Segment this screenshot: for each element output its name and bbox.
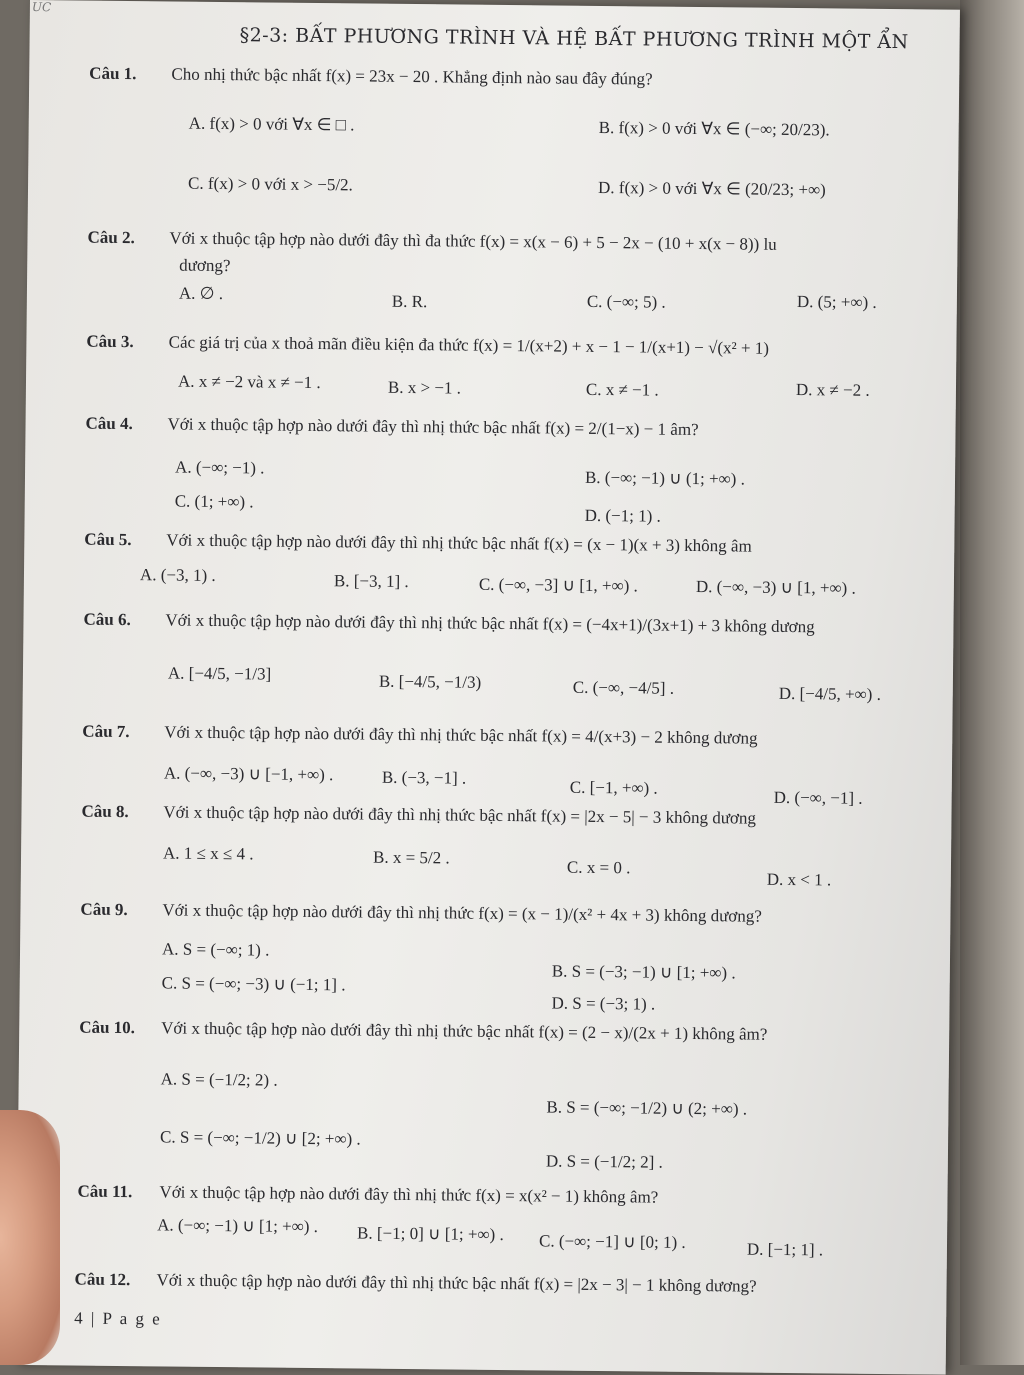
answer-c: C. (−∞, −3] ∪ [1, +∞) . — [478, 574, 638, 596]
question-10 — [79, 1017, 767, 1046]
question-7 — [82, 721, 757, 750]
answer-d: D. x < 1 . — [766, 869, 832, 890]
answer-a: A. f(x) > 0 với ∀x ∈ □ . — [188, 113, 355, 135]
page-footer: 4 | P a g e — [74, 1308, 162, 1329]
question-number: Câu 8. — [81, 801, 129, 822]
question-number: Câu 11. — [77, 1181, 133, 1202]
answer-c: C. (−∞; −1] ∪ [0; 1) . — [538, 1231, 686, 1252]
question-5 — [84, 529, 752, 558]
question-text: Với x thuộc tập hợp nào dưới đây thì nhị thức bậc nhất f(x) = |2x − 5| − 3 không dương — [163, 802, 757, 828]
answer-a: A. (−∞; −1) ∪ [1; +∞) . — [157, 1215, 319, 1237]
answer-b: B. [−4/5, −1/3) — [378, 671, 482, 692]
question-text: Với x thuộc tập hợp nào dưới đây thì nhị thức bậc nhất f(x) = (2 − x)/(2x + 1) không âm? — [161, 1018, 768, 1044]
answer-a: A. (−3, 1) . — [139, 565, 216, 585]
page-title: §2-3: BẤT PHƯƠNG TRÌNH VÀ HỆ BẤT PHƯƠNG TRÌNH MỘT ẨN — [239, 24, 909, 54]
answer-a: A. ∅ . — [178, 283, 224, 304]
answer-b: B. f(x) > 0 với ∀x ∈ (−∞; 20/23). — [598, 117, 830, 140]
question-number: Câu 5. — [84, 529, 132, 550]
question-number: Câu 10. — [79, 1017, 136, 1038]
document-page — [16, 0, 960, 1375]
question-text: Với x thuộc tập hợp nào dưới đây thì nhị thức f(x) = x(x² − 1) không âm? — [159, 1182, 659, 1207]
question-number: Câu 3. — [86, 331, 134, 352]
answer-a: A. [−4/5, −1/3] — [167, 663, 272, 684]
answer-c: C. (1; +∞) . — [174, 491, 254, 512]
corner-tag: UC — [31, 0, 52, 15]
answer-d: D. (−∞, −1] . — [773, 787, 863, 808]
question-text: Với x thuộc tập hợp nào dưới đây thì nhị thức bậc nhất f(x) = (−4x+1)/(3x+1) + 3 không dương — [165, 610, 815, 637]
question-number: Câu 9. — [80, 899, 128, 920]
answer-b: B. [−1; 0] ∪ [1; +∞) . — [357, 1223, 504, 1245]
question-text-continued: dương? — [179, 255, 231, 276]
question-9 — [80, 899, 762, 928]
answer-d: D. (−1; 1) . — [584, 505, 661, 526]
answer-a: A. 1 ≤ x ≤ 4 . — [162, 843, 254, 864]
question-12 — [74, 1269, 756, 1298]
answer-b: B. (−3, −1] . — [381, 767, 467, 788]
answer-c: C. f(x) > 0 với x > −5/2. — [187, 173, 353, 195]
thumb — [0, 1110, 60, 1365]
answer-a: A. S = (−1/2; 2) . — [160, 1069, 278, 1090]
question-text: Các giá trị của x thoả mãn điều kiện đa thức f(x) = 1/(x+2) + x − 1 − 1/(x+1) − √(x² + 1) — [168, 332, 770, 358]
answer-c: C. S = (−∞; −3) ∪ (−1; 1] . — [161, 973, 346, 995]
answer-b: B. (−∞; −1) ∪ (1; +∞) . — [584, 467, 745, 489]
answer-d: D. [−1; 1] . — [746, 1239, 824, 1260]
answer-c: C. (−∞; 5) . — [586, 291, 666, 312]
answer-d: D. S = (−1/2; 2] . — [545, 1151, 663, 1172]
answer-d: D. x ≠ −2 . — [795, 380, 870, 400]
answer-a: A. (−∞; −1) . — [175, 457, 265, 478]
answer-d: D. S = (−3; 1) . — [551, 993, 656, 1014]
question-3 — [86, 331, 769, 360]
answer-a: A. x ≠ −2 và x ≠ −1 . — [177, 371, 321, 393]
answer-d: D. (5; +∞) . — [796, 292, 877, 312]
question-text: Với x thuộc tập hợp nào dưới đây thì đa thức f(x) = x(x − 6) + 5 − 2x − (10 + x(x − 8)) lu — [169, 228, 777, 254]
answer-b: B. x > −1 . — [387, 377, 462, 398]
answer-b: B. R. — [391, 291, 428, 312]
question-number: Câu 6. — [83, 609, 131, 630]
question-2 — [87, 227, 967, 258]
answer-b: B. S = (−3; −1) ∪ [1; +∞) . — [551, 961, 736, 983]
answer-d: D. f(x) > 0 với ∀x ∈ (20/23; +∞) — [597, 177, 826, 200]
answer-d: D. [−4/5, +∞) . — [778, 683, 881, 704]
answer-c: C. (−∞, −4/5] . — [572, 677, 675, 698]
question-text: Với x thuộc tập hợp nào dưới đây thì nhị thức f(x) = (x − 1)/(x² + 4x + 3) không dương? — [162, 900, 762, 926]
question-1 — [89, 63, 653, 91]
question-text: Với x thuộc tập hợp nào dưới đây thì nhị thức bậc nhất f(x) = |2x − 3| − 1 không dương? — [156, 1270, 757, 1296]
question-text: Cho nhị thức bậc nhất f(x) = 23x − 20 . Khẳng định nào sau đây đúng? — [171, 64, 653, 89]
answer-b: B. [−3, 1] . — [333, 571, 409, 591]
question-11 — [77, 1181, 658, 1209]
answer-d: D. (−∞, −3) ∪ [1, +∞) . — [695, 577, 856, 598]
question-number: Câu 7. — [82, 721, 130, 742]
answer-a: A. (−∞, −3) ∪ [−1, +∞) . — [163, 763, 334, 785]
question-text: Với x thuộc tập hợp nào dưới đây thì nhị thức bậc nhất f(x) = 2/(1−x) − 1 âm? — [167, 414, 699, 440]
question-number: Câu 1. — [89, 63, 137, 84]
question-8 — [81, 801, 756, 830]
answer-c: C. [−1, +∞) . — [569, 777, 658, 798]
question-number: Câu 2. — [87, 227, 135, 248]
question-number: Câu 12. — [74, 1269, 131, 1290]
notebook-edge — [960, 0, 1024, 1365]
question-text: Với x thuộc tập hợp nào dưới đây thì nhị thức bậc nhất f(x) = (x − 1)(x + 3) không âm — [166, 530, 752, 556]
question-text: Với x thuộc tập hợp nào dưới đây thì nhị thức bậc nhất f(x) = 4/(x+3) − 2 không dương — [164, 722, 758, 748]
question-4 — [85, 413, 698, 441]
question-6 — [83, 609, 814, 639]
answer-c: C. x ≠ −1 . — [585, 379, 659, 400]
answer-b: B. S = (−∞; −1/2) ∪ (2; +∞) . — [546, 1097, 748, 1119]
answer-c: C. S = (−∞; −1/2) ∪ [2; +∞) . — [160, 1127, 361, 1149]
answer-b: B. x = 5/2 . — [372, 847, 450, 868]
answer-c: C. x = 0 . — [566, 857, 631, 878]
answer-a: A. S = (−∞; 1) . — [161, 939, 270, 960]
question-number: Câu 4. — [85, 413, 133, 434]
